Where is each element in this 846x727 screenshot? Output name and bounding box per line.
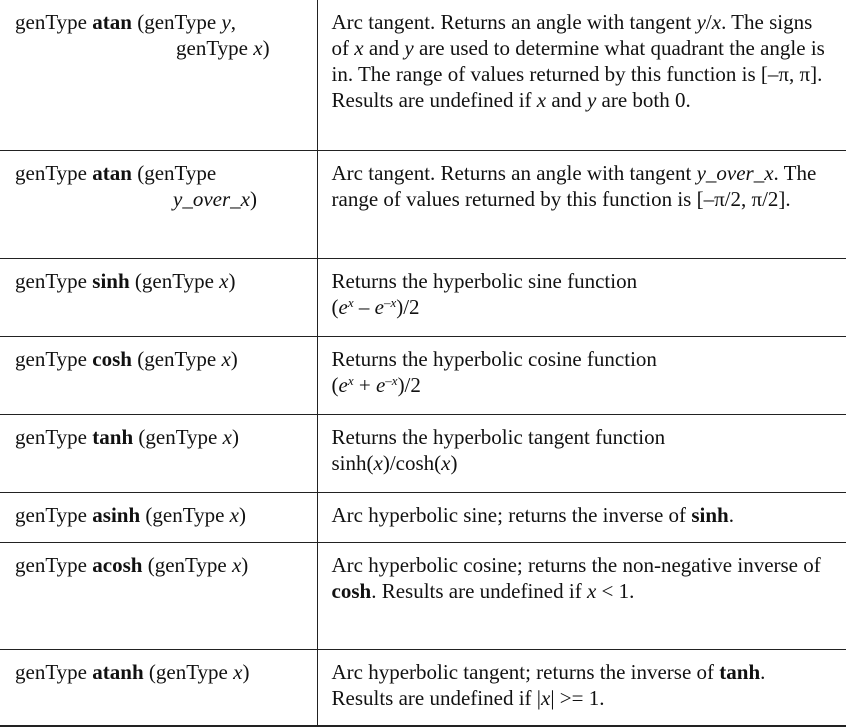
function-name: tanh [92,425,134,449]
param-name: x [229,503,239,527]
var-e: e [338,295,348,319]
function-reference: cosh [331,579,372,603]
function-description-cell [317,415,846,493]
signature-close: ) [231,425,239,449]
description-text: Arc hyperbolic sine; returns the inverse of [331,503,692,527]
function-description-cell [317,0,846,151]
description-text: / [705,10,712,34]
signature-continuation [15,186,303,212]
description-text: are used to determine what quadrant the angle is in. The range of values returned by this function is [–π, π]. Results are undefined if [331,36,825,112]
description-text: < 1. [596,579,635,603]
description-text: Arc tangent. Returns an angle with tangent [331,10,697,34]
function-signature-cell [0,0,317,151]
description-text: and [546,88,587,112]
signature-close: ) [228,269,236,293]
var-y: y [586,88,597,112]
param-type: (genType [129,269,220,293]
table-row [0,0,846,151]
table-row [0,337,846,415]
description-text: Arc hyperbolic tangent; returns the inverse of [331,660,720,684]
function-signature-cell [0,543,317,650]
var-e: e [338,373,348,397]
function-name: atan [92,10,132,34]
param-name: y [221,10,231,34]
description-text: Returns the hyperbolic cosine function [331,347,657,371]
var-y-over-x: y_over_x [696,161,774,185]
function-name: atanh [92,660,144,684]
param-type: (genType [143,660,234,684]
formula [332,295,420,319]
function-signature-cell [0,151,317,259]
description-text: and [363,36,405,60]
var-x: x [711,10,722,34]
param-type: (genType [142,553,232,577]
formula-text: sinh( [331,451,374,475]
table-row [0,543,846,650]
description-text: . The signs of [331,10,813,60]
formula-operator: – [353,295,375,319]
param-name: x [219,269,229,293]
exponent: x [347,295,354,310]
param-name: x [233,660,243,684]
function-signature-cell [0,415,317,493]
return-type: genType [15,660,88,684]
return-type: genType [15,503,88,527]
table-row [0,151,846,259]
function-name: sinh [92,269,130,293]
return-type: genType [15,161,88,185]
function-signature-cell [0,259,317,337]
return-type: genType [15,347,88,371]
return-type: genType [15,425,88,449]
description-text: . The range of values returned by this function is [–π/2, π/2]. [331,161,817,211]
param-type: (genType [131,161,217,185]
var-e: e [374,295,384,319]
param-name: y_over_x [173,187,250,211]
table-row [0,259,846,337]
description-text: are both 0. [596,88,691,112]
return-type: genType [15,553,88,577]
exponent: –x [383,295,397,310]
signature-close: ) [241,553,249,577]
param-type: (genType [140,503,230,527]
function-name: cosh [92,347,132,371]
function-reference: tanh [719,660,761,684]
param-type: (genType [131,10,222,34]
function-description-cell [317,543,846,650]
function-name: atan [92,161,132,185]
table-row [0,415,846,493]
var-x: x [373,451,383,475]
function-name: asinh [92,503,141,527]
function-description-cell [317,151,846,259]
function-description-cell [317,337,846,415]
formula-text: ) [450,451,458,475]
param-type: (genType [131,347,222,371]
param-type: (genType [133,425,223,449]
description-text: Returns the hyperbolic tangent function [331,425,666,449]
return-type: genType [15,269,88,293]
description-text: . Results are undefined if [371,579,587,603]
description-text: Returns the hyperbolic sine function [331,269,638,293]
var-x: x [540,686,551,710]
formula [332,373,421,397]
function-description-cell [317,650,846,727]
function-name: acosh [92,553,143,577]
signature-continuation [15,35,303,61]
param-name: x [231,553,242,577]
var-x: x [354,36,364,60]
description-text: . [728,503,734,527]
description-text: Arc hyperbolic cosine; returns the non-negative inverse of [331,553,821,577]
var-e: e [375,373,386,397]
formula-paren: )/2 [397,373,421,397]
signature-close: ) [230,347,238,371]
formula-text: )/cosh( [382,451,442,475]
return-type: genType [15,10,88,34]
formula-paren: ( [331,295,339,319]
function-signature-cell [0,493,317,543]
var-x: x [586,579,597,603]
param-name: x [253,36,263,60]
exponent: x [347,373,354,388]
formula-paren: )/2 [396,295,420,319]
description-text: . Results are undefined if | [331,660,766,710]
description-text: | >= 1. [550,686,605,710]
var-x: x [536,88,547,112]
table-row [0,493,846,543]
table-row [0,650,846,727]
var-x: x [441,451,451,475]
formula-operator: + [353,373,376,397]
formula [332,451,458,475]
function-signature-cell [0,650,317,727]
param-name: x [221,347,231,371]
function-description-cell [317,259,846,337]
signature-close: ) [238,503,246,527]
signature-close: ) [249,187,257,211]
exponent: –x [385,373,398,388]
var-y: y [404,36,414,60]
formula-paren: ( [331,373,339,397]
param-name: x [222,425,232,449]
description-text: Arc tangent. Returns an angle with tangent [331,161,697,185]
function-description-cell [317,493,846,543]
function-signature-cell [0,337,317,415]
param-separator: , [230,10,237,34]
signature-close: ) [242,660,250,684]
param-type: genType [176,36,254,60]
signature-close: ) [262,36,270,60]
var-y: y [696,10,706,34]
function-reference: sinh [691,503,729,527]
